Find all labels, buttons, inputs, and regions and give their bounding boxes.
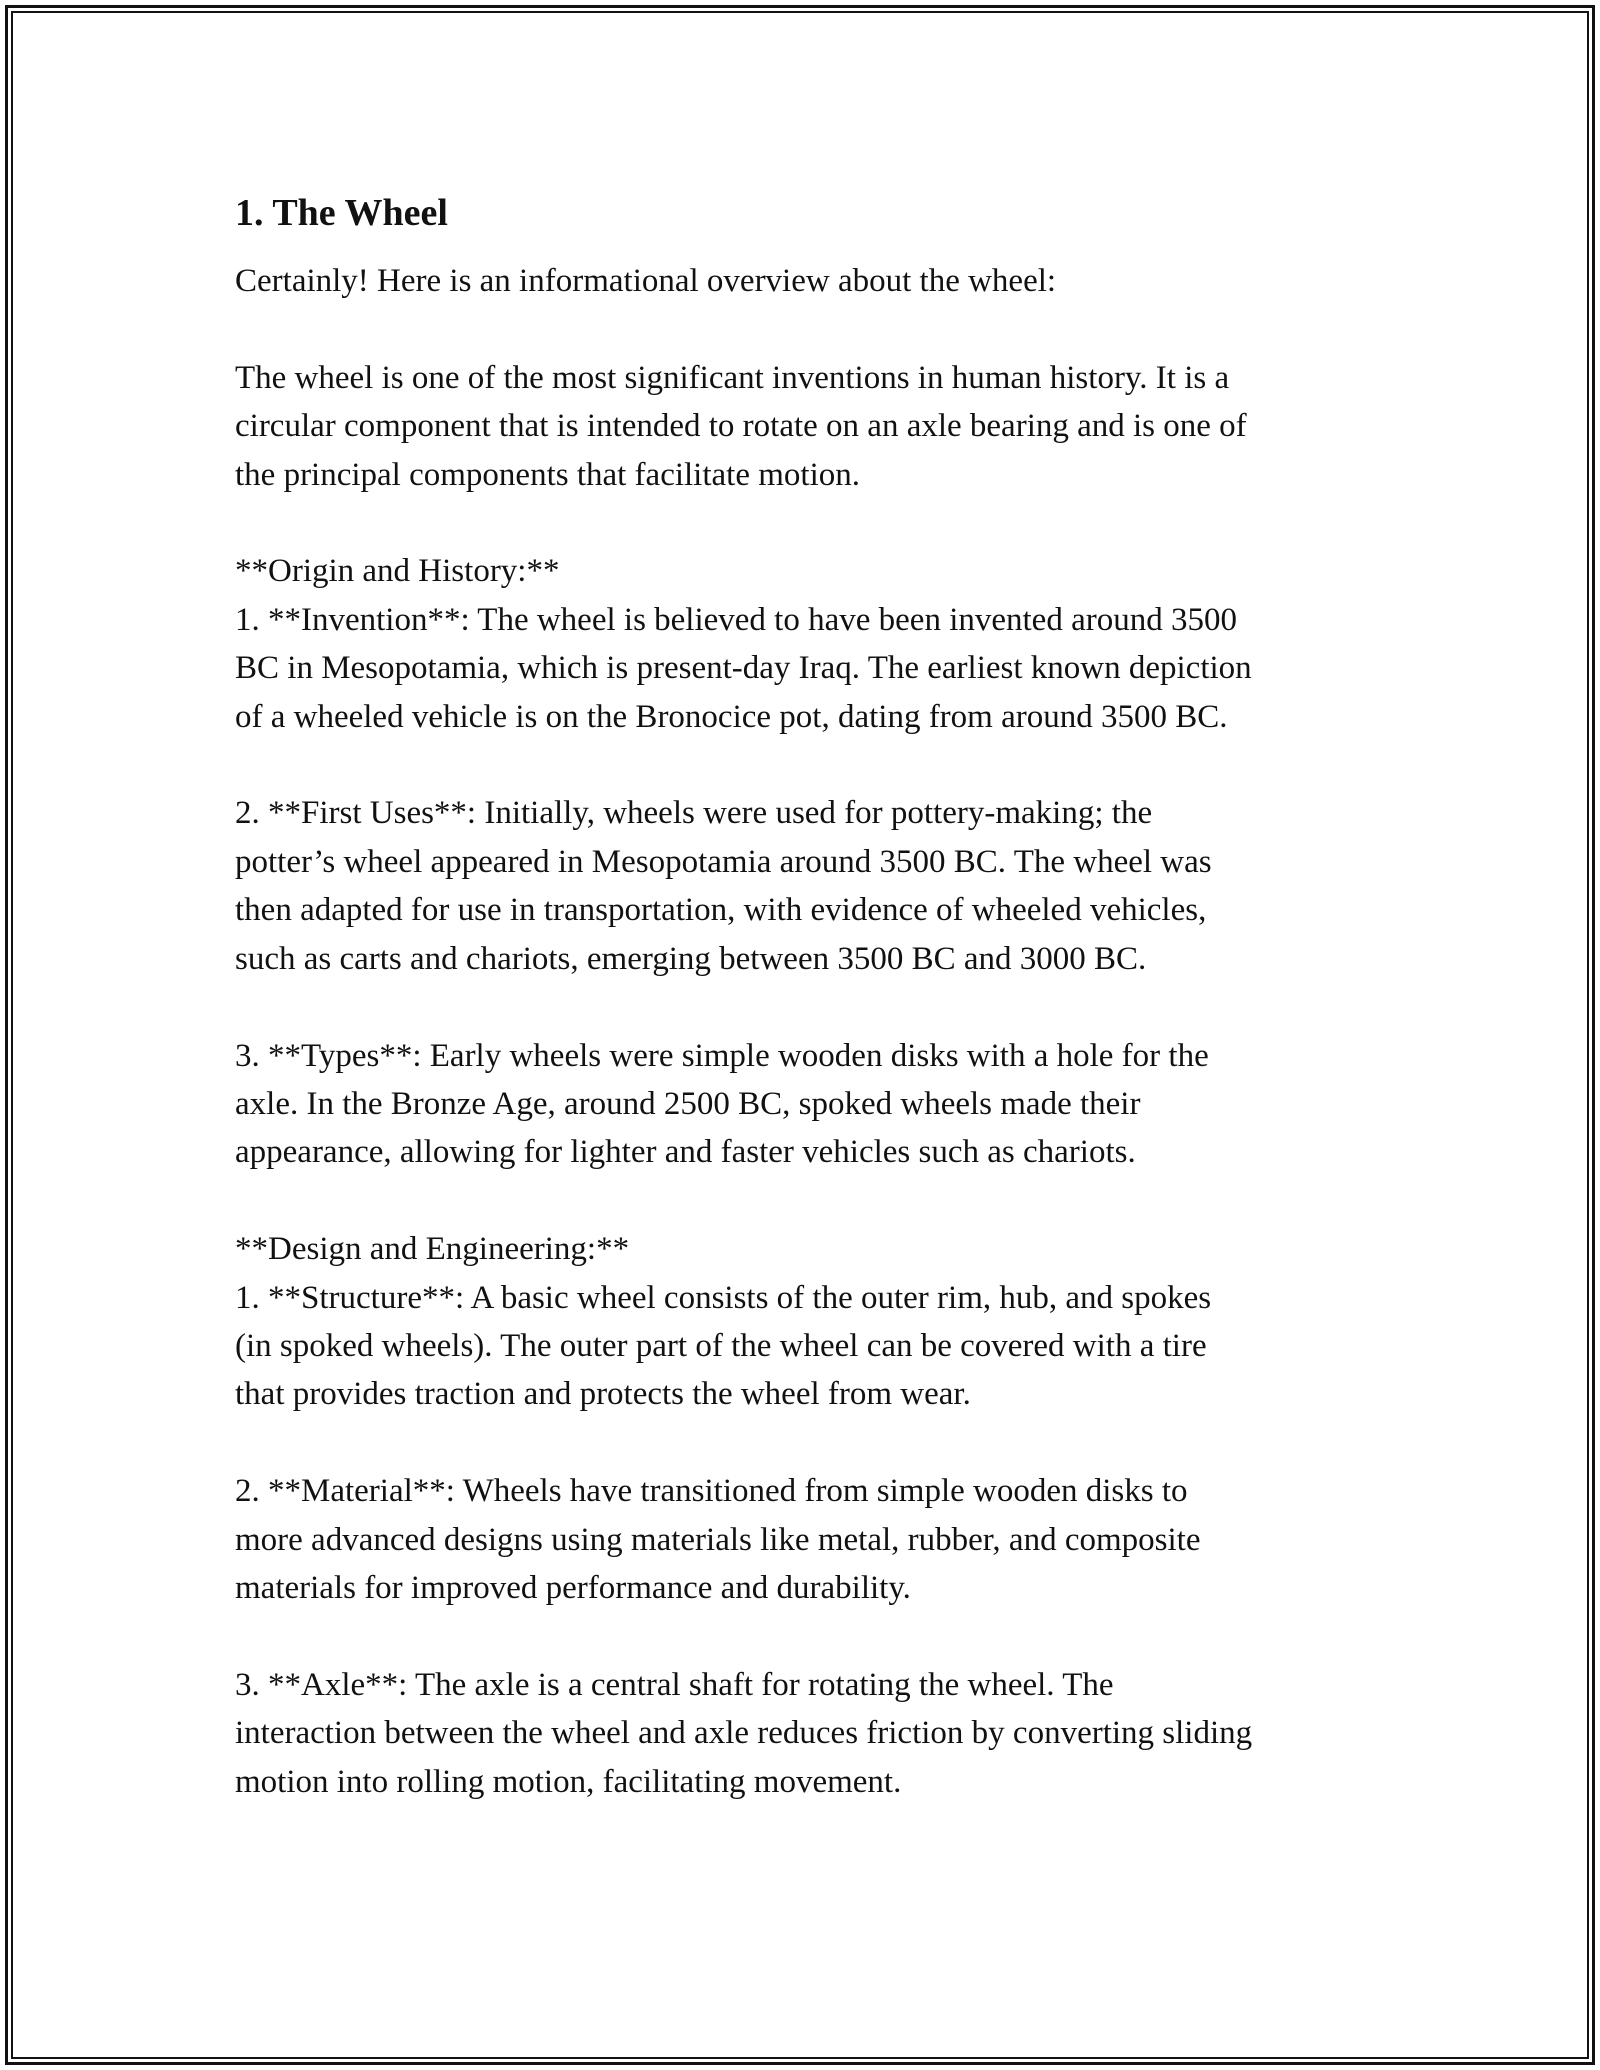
document-body: Certainly! Here is an informational overview about the wheel: The wheel is one of the most significant inventions in human history. It is a circular component that is intended to rotate on an axle bearing and is one of the principal components that facilitate motion. **Origin and History:** 1. **Invention**: The wheel is believed to have been invented around 3500 BC in Mesopotamia, which is present-day Iraq. The earliest known depiction of a wheeled vehicle is on the Bronocice pot, dating from around 3500 BC. 2. **First Uses**: Initially, wheels were used for pottery-making; the potter’s wheel appeared in Mesopotamia around 3500 BC. The wheel was then adapted for use in transportation, with evidence of wheeled vehicles, such as carts and chariots, emerging between 3500 BC and 3000 BC. 3. **Types**: Early wheels were simple wooden disks with a hole for the axle. In the Bronze Age, around 2500 BC, spoked wheels made their appearance, allowing for lighter and faster vehicles such as chariots. **Design and Engineering:** 1. **Structure**: A basic wheel consists of the outer rim, hub, and spokes (in spoked wheels). The outer part of the wheel can be covered with a tire that provides traction and protects the wheel from wear. 2. **Material**: Wheels have transitioned from simple wooden disks to more advanced designs using materials like metal, rubber, and composite materials for improved performance and durability. 3. **Axle**: The axle is a central shaft for rotating the wheel. The interaction between the wheel and axle reduces friction by converting sliding motion into rolling motion, facilitating movement.	[235, 263, 1253, 1800]
page-title: 1. The Wheel	[235, 192, 448, 234]
document-content	[235, 185, 1385, 1806]
